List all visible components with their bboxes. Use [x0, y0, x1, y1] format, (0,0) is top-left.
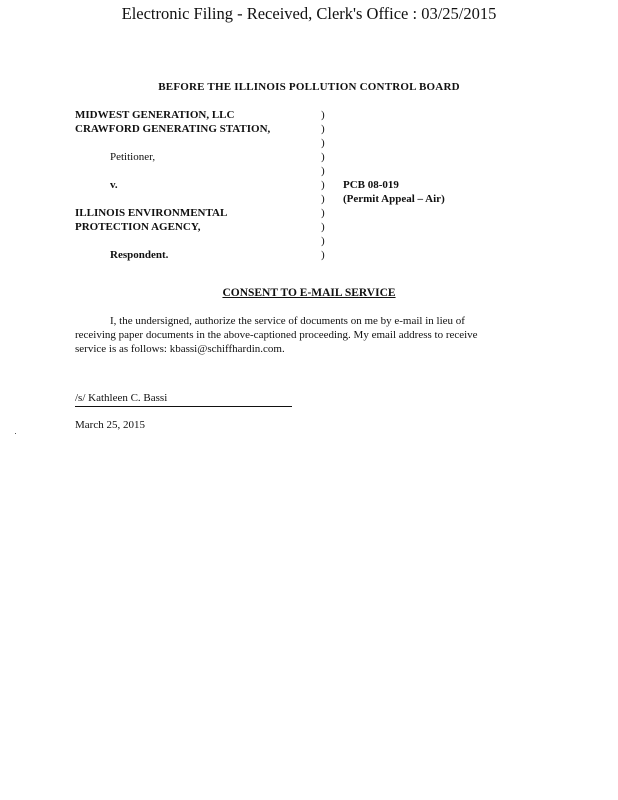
caption-bracket: ) — [321, 249, 325, 261]
caption-bracket: ) — [321, 179, 325, 191]
caption-bracket: ) — [321, 109, 325, 121]
respondent-name-line1: ILLINOIS ENVIRONMENTAL — [75, 207, 228, 219]
signature-date: March 25, 2015 — [75, 419, 145, 431]
board-heading: BEFORE THE ILLINOIS POLLUTION CONTROL BOARD — [158, 81, 460, 93]
versus-label: v. — [110, 179, 118, 191]
case-type: (Permit Appeal – Air) — [343, 193, 445, 205]
petitioner-name-line1: MIDWEST GENERATION, LLC — [75, 109, 235, 121]
case-number: PCB 08-019 — [343, 179, 399, 191]
scan-speck — [15, 433, 16, 434]
caption-bracket: ) — [321, 235, 325, 247]
body-line-3: service is as follows: kbassi@schiffhardin.com. — [75, 343, 285, 355]
caption-bracket: ) — [321, 123, 325, 135]
petitioner-name-line2: CRAWFORD GENERATING STATION, — [75, 123, 271, 135]
caption-bracket: ) — [321, 193, 325, 205]
respondent-role: Respondent. — [110, 249, 169, 261]
consent-heading: CONSENT TO E-MAIL SERVICE — [222, 287, 396, 299]
filing-stamp: Electronic Filing - Received, Clerk's Office : 03/25/2015 — [121, 4, 497, 23]
body-line-2: receiving paper documents in the above-captioned proceeding. My email address to receive — [75, 329, 478, 341]
petitioner-role: Petitioner, — [110, 151, 156, 163]
caption-bracket: ) — [321, 221, 325, 233]
body-line-1: I, the undersigned, authorize the service of documents on me by e-mail in lieu of — [110, 315, 465, 327]
caption-bracket: ) — [321, 151, 325, 163]
caption-bracket-column — [321, 108, 331, 262]
caption-bracket: ) — [321, 137, 325, 149]
signature-line: /s/ Kathleen C. Bassi — [75, 391, 292, 407]
respondent-name-line2: PROTECTION AGENCY, — [75, 221, 201, 233]
caption-bracket: ) — [321, 207, 325, 219]
caption-bracket: ) — [321, 165, 325, 177]
